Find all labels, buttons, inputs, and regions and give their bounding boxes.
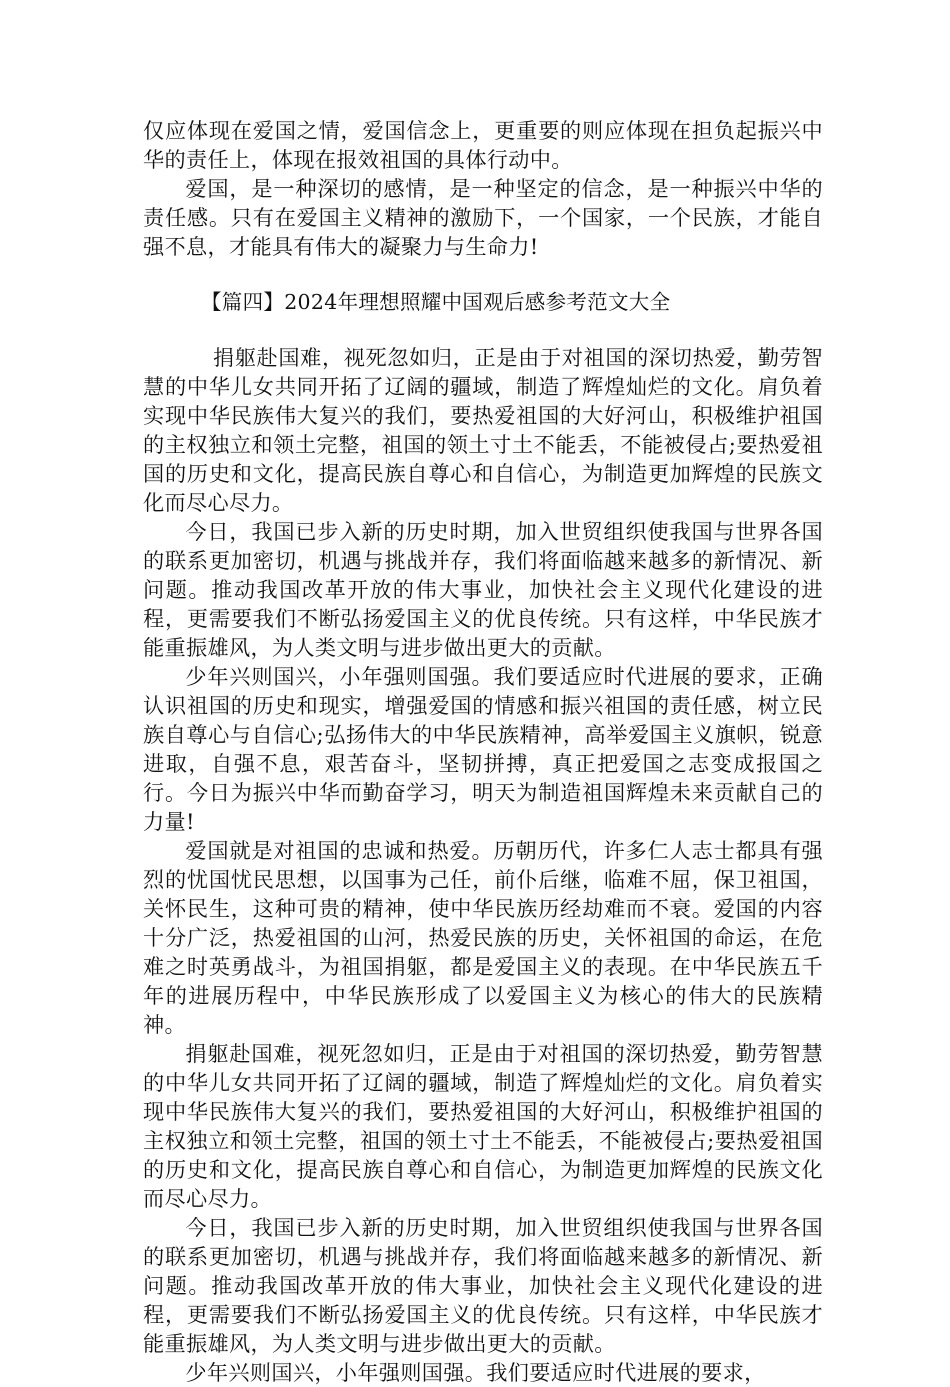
paragraph-continuation: 仅应体现在爱国之情，爱国信念上，更重要的则应体现在担负起振兴中华的责任上，体现在报效祖国的具体行动中。	[143, 118, 823, 172]
body-paragraph: 今日，我国已步入新的历史时期，加入世贸组织使我国与世界各国的联系更加密切，机遇与挑战并存，我们将面临越来越多的新情况、新问题。推动我国改革开放的伟大事业，加快社会主义现代化建设的进程，更需要我们不断弘扬爱国主义的优良传统。只有这样，中华民族才能重振雄风，为人类文明与进步做出更大的贡献。	[143, 519, 823, 660]
paragraph-patriotism-summary: 爱国，是一种深切的感情，是一种坚定的信念，是一种振兴中华的责任感。只有在爱国主义精神的激励下，一个国家，一个民族，才能自强不息，才能具有伟大的凝聚力与生命力!	[143, 176, 823, 259]
document-body	[143, 116, 823, 1387]
body-paragraph: 爱国就是对祖国的忠诚和热爱。历朝历代，许多仁人志士都具有强烈的忧国忧民思想，以国事为己任，前仆后继，临难不屈，保卫祖国，关怀民生，这种可贵的精神，使中华民族历经劫难而不衰。爱国的内容十分广泛，热爱祖国的山河，热爱民族的历史，关怀祖国的命运，在危难之时英勇战斗，为祖国捐躯，都是爱国主义的表现。在中华民族五千年的进展历程中，中华民族形成了以爱国主义为核心的伟大的民族精神。	[143, 838, 823, 1037]
section-heading: 【篇四】2024年理想照耀中国观后感参考范文大全	[201, 290, 671, 314]
body-paragraph: 今日，我国已步入新的历史时期，加入世贸组织使我国与世界各国的联系更加密切，机遇与挑战并存，我们将面临越来越多的新情况、新问题。推动我国改革开放的伟大事业，加快社会主义现代化建设的进程，更需要我们不断弘扬爱国主义的优良传统。只有这样，中华民族才能重振雄风，为人类文明与进步做出更大的贡献。	[143, 1215, 823, 1356]
body-paragraph: 捐躯赴国难，视死忽如归，正是由于对祖国的深切热爱，勤劳智慧的中华儿女共同开拓了辽阔的疆域，制造了辉煌灿烂的文化。肩负着实现中华民族伟大复兴的我们，要热爱祖国的大好河山，积极维护祖国的主权独立和领土完整，祖国的领土寸土不能丢，不能被侵占;要热爱祖国的历史和文化，提高民族自尊心和自信心，为制造更加辉煌的民族文化而尽心尽力。	[143, 1041, 823, 1211]
body-paragraph: 捐躯赴国难，视死忽如归，正是由于对祖国的深切热爱，勤劳智慧的中华儿女共同开拓了辽阔的疆域，制造了辉煌灿烂的文化。肩负着实现中华民族伟大复兴的我们，要热爱祖国的大好河山，积极维护祖国的主权独立和领土完整，祖国的领土寸土不能丢，不能被侵占;要热爱祖国的历史和文化，提高民族自尊心和自信心，为制造更加辉煌的民族文化而尽心尽力。	[143, 345, 823, 515]
body-paragraph: 少年兴则国兴，小年强则国强。我们要适应时代进展的要求，	[185, 1360, 766, 1385]
body-paragraph: 少年兴则国兴，小年强则国强。我们要适应时代进展的要求，正确认识祖国的历史和现实，增强爱国的情感和振兴祖国的责任感，树立民族自尊心与自信心;弘扬伟大的中华民族精神，高举爱国主义旗帜，锐意进取，自强不息，艰苦奋斗，坚韧拼搏，真正把爱国之志变成报国之行。今日为振兴中华而勤奋学习，明天为制造祖国辉煌未来贡献自己的力量!	[143, 664, 823, 834]
